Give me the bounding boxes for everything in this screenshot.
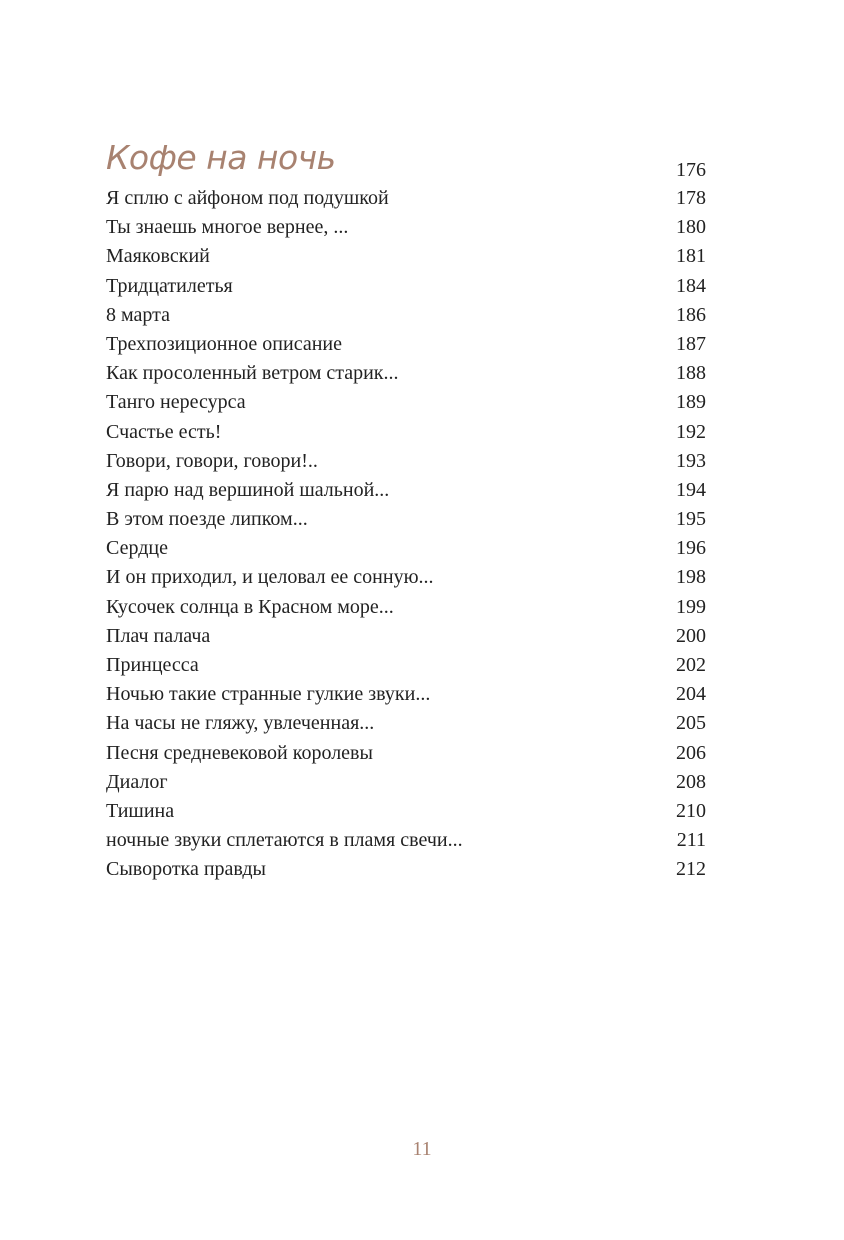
toc-entry [106, 855, 706, 884]
toc-entry-page: 178 [676, 187, 706, 209]
toc-entry [106, 826, 706, 855]
toc-entry-page: 194 [676, 478, 706, 501]
toc-entry-title: Тишина [106, 799, 175, 822]
toc-entry-title: Сыворотка правды [106, 858, 266, 881]
section-heading [106, 134, 706, 184]
toc-entry-page: 206 [676, 741, 706, 764]
toc-entry [106, 709, 706, 738]
toc-entry-title: Песня средневековой королевы [106, 741, 373, 764]
toc-entry-title: Плач палача [106, 624, 211, 647]
toc-entry [106, 330, 706, 359]
toc-entry-page: 196 [676, 537, 706, 560]
toc-entry-page: 211 [676, 829, 706, 852]
toc-entry [106, 680, 706, 709]
toc-entry-title: Ночью такие странные гулкие звуки... [106, 683, 431, 706]
toc-entry-title: Тридцатилетья [106, 274, 233, 297]
toc-entry-title: 8 марта [106, 303, 170, 326]
toc-entry-page: 188 [676, 362, 706, 385]
toc-entry [106, 301, 706, 330]
toc-entry [106, 797, 706, 826]
toc-entry [106, 418, 706, 447]
toc-entry-page: 193 [676, 449, 706, 472]
toc-entry-title: В этом поезде липком... [106, 508, 308, 531]
toc-entry-title: Трехпозиционное описание [106, 332, 342, 355]
toc-entry-title: Я парю над вершиной шальной... [106, 478, 390, 501]
section-page-number: 176 [676, 159, 706, 181]
toc-entry-title: Я сплю с айфоном под подушкой [106, 187, 389, 209]
toc-entry-title: И он приходил, и целовал ее сонную... [106, 566, 434, 589]
toc-entry-page: 212 [676, 858, 706, 881]
toc-entry [106, 388, 706, 417]
toc-entry [106, 739, 706, 768]
toc-entry-title: Сердце [106, 537, 168, 560]
toc-entries [106, 184, 706, 885]
toc-entry [106, 534, 706, 563]
toc-entry [106, 651, 706, 680]
toc-entry [106, 593, 706, 622]
toc-entry-page: 204 [676, 683, 706, 706]
toc-entry-page: 200 [676, 624, 706, 647]
toc-entry-title: На часы не гляжу, увлеченная... [106, 712, 375, 735]
toc-entry-page: 205 [676, 712, 706, 735]
toc-entry-title: Маяковский [106, 245, 210, 268]
toc-entry-title: Кусочек солнца в Красном море... [106, 595, 394, 618]
toc-entry-page: 189 [676, 391, 706, 414]
toc-entry [106, 563, 706, 592]
toc-entry-title: Диалог [106, 770, 168, 793]
toc-entry-title: Ты знаешь многое вернее, ... [106, 216, 349, 239]
toc-entry-title: Принцесса [106, 654, 199, 676]
toc-entry [106, 622, 706, 651]
toc-entry-title: Говори, говори, говори!.. [106, 449, 318, 472]
toc-entry-title: Как просоленный ветром старик... [106, 362, 399, 385]
toc-entry [106, 768, 706, 797]
toc-entry-page: 198 [676, 566, 706, 589]
toc-entry [106, 447, 706, 476]
toc-entry [106, 476, 706, 505]
toc-entry-page: 184 [676, 274, 706, 297]
section-title: Кофе на ночь [106, 138, 336, 177]
toc-entry-title: Танго нересурса [106, 391, 246, 414]
toc-entry [106, 359, 706, 388]
toc-entry-page: 202 [676, 654, 706, 676]
toc-entry [106, 242, 706, 271]
toc-entry-page: 208 [676, 770, 706, 793]
toc-entry-title: Счастье есть! [106, 420, 222, 443]
toc-entry [106, 272, 706, 301]
toc-entry-page: 192 [676, 420, 706, 443]
page-number: 11 [412, 1138, 432, 1160]
toc-entry [106, 213, 706, 242]
toc-entry-page: 195 [676, 508, 706, 531]
toc-entry-title: ночные звуки сплетаются в пламя свечи... [106, 829, 463, 852]
toc-entry [106, 184, 706, 213]
toc-entry-page: 181 [676, 245, 706, 268]
toc-entry-page: 199 [676, 595, 706, 618]
toc-entry-page: 187 [676, 332, 706, 355]
toc-entry-page: 186 [676, 303, 706, 326]
toc-entry-page: 180 [676, 216, 706, 239]
table-of-contents [106, 134, 706, 885]
toc-entry [106, 505, 706, 534]
toc-entry-page: 210 [676, 799, 706, 822]
